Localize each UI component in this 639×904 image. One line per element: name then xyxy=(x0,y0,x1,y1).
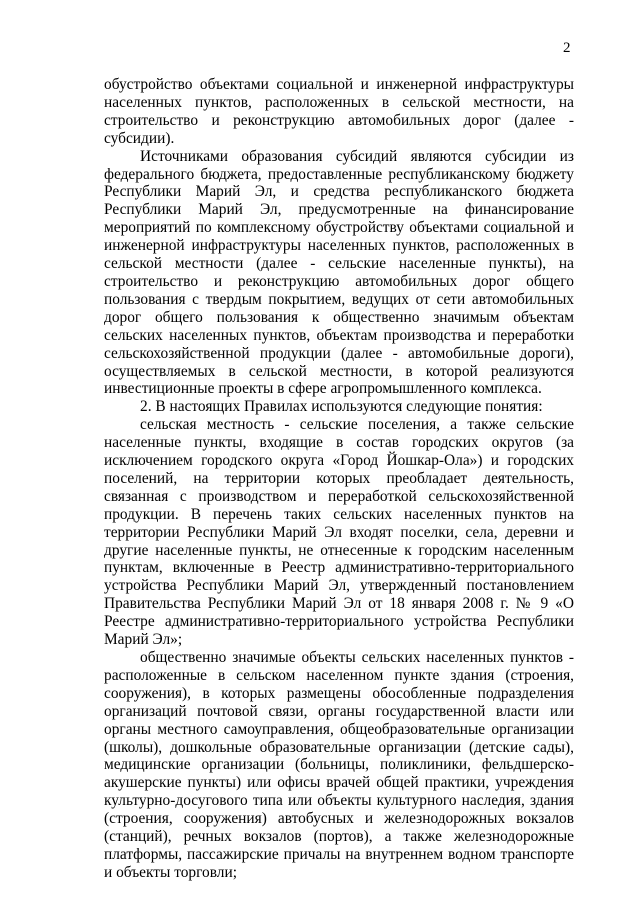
paragraph-1: обустройство объектами социальной и инженерной инфраструктуры населенных пунктов, расположенных в сельской местности, на строительство и реконструкцию автомобильных дорог (далее - субсидии). xyxy=(104,76,574,147)
paragraph-2: Источниками образования субсидий являются субсидии из федерального бюджета, предоставленные республиканскому бюджету Республики Марий Эл, и средства республиканского бюджета Республики Марий Эл, предусмотренные на финансирование мероприятий по комплексному обустройству объектами социальной и инженерной инфраструктуры населенных пунктов, расположенных в сельской местности (далее - сельские населенные пункты), на строительство и реконструкцию автомобильных дорог общего пользования с твердым покрытием, ведущих от сети автомобильных дорог общего пользования к общественно значимым объектам сельских населенных пунктов, объектам производства и переработки сельскохозяйственной продукции (далее - автомобильные дороги), осуществляемых в сельской местности, в которой реализуются инвестиционные проекты в сфере агропромышленного комплекса. xyxy=(104,147,574,398)
paragraph-3: 2. В настоящих Правилах используются следующие понятия: xyxy=(140,398,543,416)
page-number: 2 xyxy=(563,40,571,56)
document-body xyxy=(104,76,574,882)
paragraph-5: общественно значимые объекты сельских населенных пунктов - расположенные в сельском населенном пункте здания (строения, сооружения), в которых размещены обособленные подразделения организаций почтовой связи, органы государственной власти или органы местного самоуправления, общеобразовательные организации (школы), дошкольные образовательные организации (детские сады), медицинские организации (больницы, поликлиники, фельдшерско-акушерские пункты) или офисы врачей общей практики, учреждения культурно-досугового типа или объекты культурного наследия, здания (строения, сооружения) автобусных и железнодорожных вокзалов (станций), речных вокзалов (портов), а также железнодорожные платформы, пассажирские причалы на внутреннем водном транспорте и объекты торговли; xyxy=(104,649,574,881)
paragraph-4: сельская местность - сельские поселения, а также сельские населенные пункты, входящие в состав городских округов (за исключением городского округа «Город Йошкар-Ола») и городских поселений, на территории которых преобладает деятельность, связанная с производством и переработкой сельскохозяйственной продукции. В перечень таких сельских населенных пунктов на территории Республики Марий Эл входят поселки, села, деревни и другие населенные пункты, не отнесенные к городским населенным пунктам, включенные в Реестр административно-территориального устройства Республики Марий Эл, утвержденный постановлением Правительства Республики Марий Эл от 18 января 2008 г. № 9 «О Реестре административно-территориального устройства Республики Марий Эл»; xyxy=(104,416,574,649)
